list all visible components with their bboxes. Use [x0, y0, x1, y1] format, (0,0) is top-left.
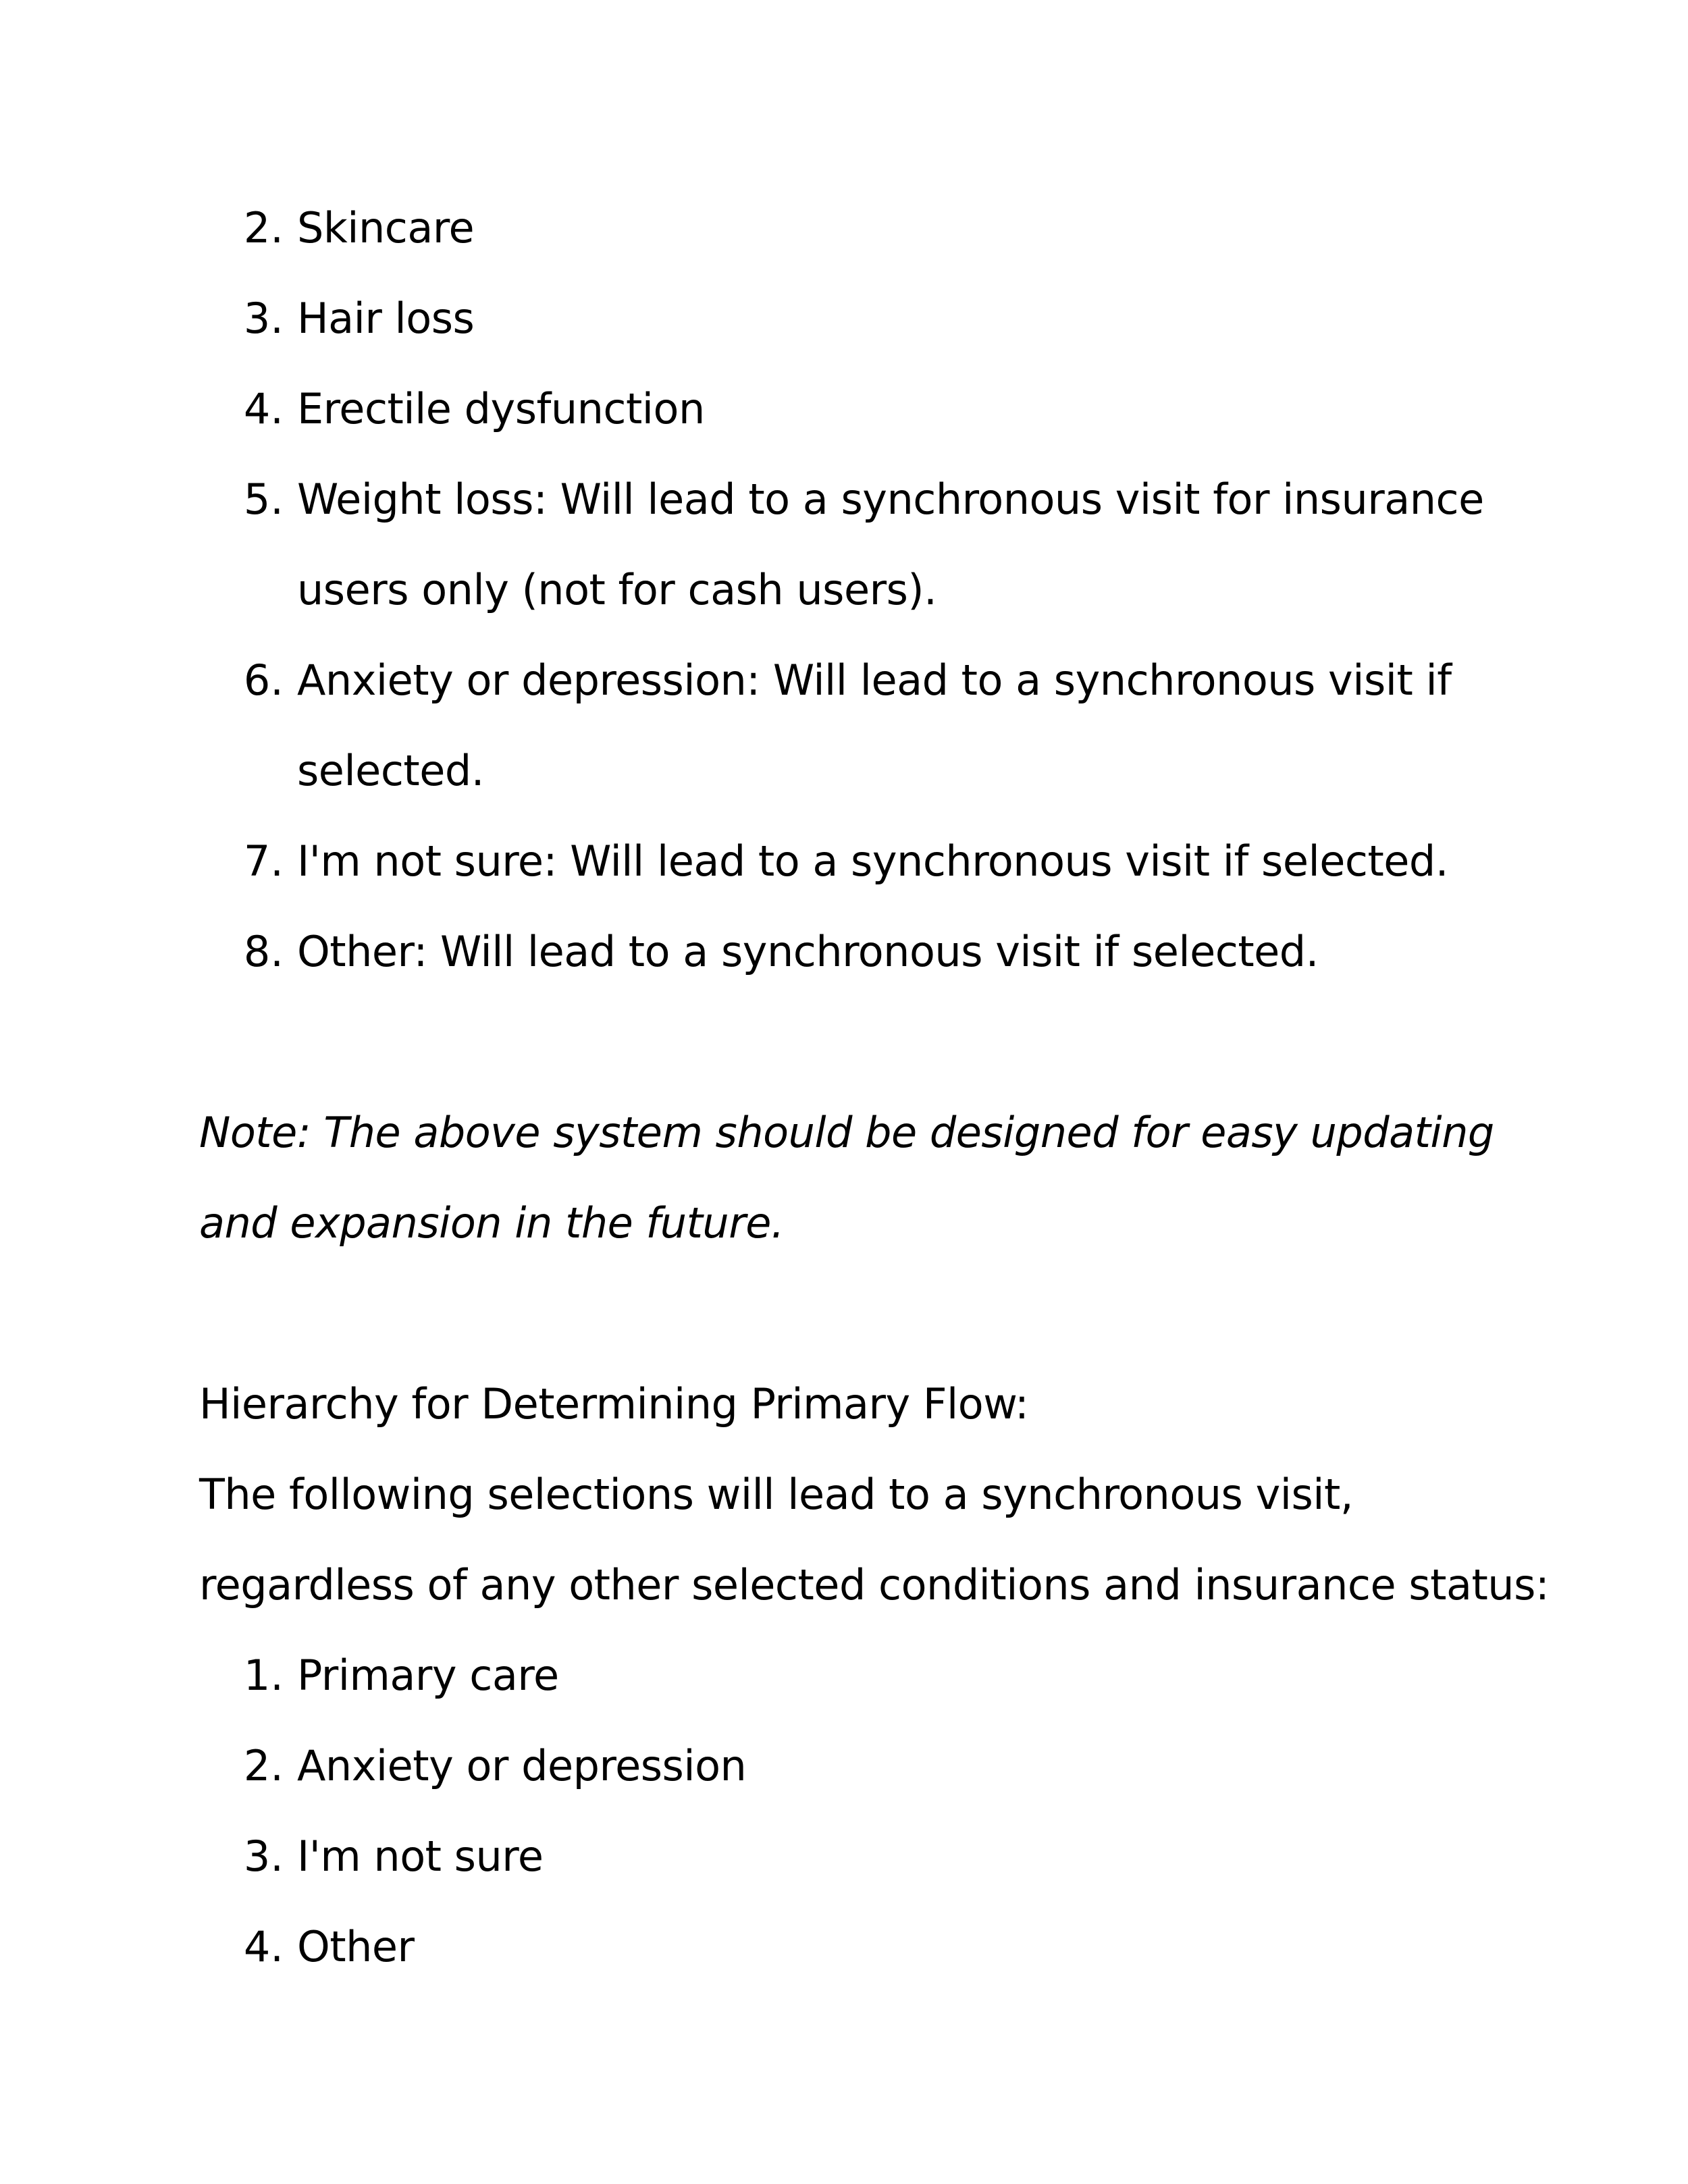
list-item-text-continued: users only (not for cash users). [297, 565, 937, 614]
list-item-text: Anxiety or depression: Will lead to a synchronous visit if [297, 656, 1452, 705]
note-line: Note: The above system should be designed for easy updating [199, 1108, 1494, 1157]
list-item-number: 2. [243, 1741, 284, 1790]
note-line: and expansion in the future. [199, 1198, 785, 1248]
list-item-number: 4. [243, 384, 284, 433]
list-item-number: 6. [243, 656, 284, 705]
list-item-number: 7. [243, 836, 284, 886]
list-item-text: Other: Will lead to a synchronous visit if selected. [297, 927, 1319, 976]
list-item-text: I'm not sure [297, 1832, 544, 1881]
list-item-number: 5. [243, 475, 284, 524]
list-item-text: Primary care [297, 1651, 559, 1700]
list-item-text: Hair loss [297, 294, 475, 343]
list-item-number: 8. [243, 927, 284, 976]
list-item-text: I'm not sure: Will lead to a synchronous visit if selected. [297, 836, 1448, 886]
list-item-text: Other [297, 1922, 415, 1971]
list-item-text-continued: selected. [297, 746, 484, 795]
list-item-number: 3. [243, 1832, 284, 1881]
list-item-text: Erectile dysfunction [297, 384, 705, 433]
list-item-text: Anxiety or depression [297, 1741, 747, 1790]
list-item-number: 3. [243, 294, 284, 343]
list-item-number: 1. [243, 1651, 284, 1700]
list-item-text: Weight loss: Will lead to a synchronous visit for insurance [297, 475, 1484, 524]
hierarchy-intro-line: The following selections will lead to a synchronous visit, [199, 1470, 1354, 1519]
hierarchy-intro-line: regardless of any other selected conditions and insurance status: [199, 1560, 1550, 1609]
list-item-text: Skincare [297, 203, 475, 252]
list-item-number: 4. [243, 1922, 284, 1971]
hierarchy-heading: Hierarchy for Determining Primary Flow: [199, 1379, 1029, 1429]
list-item-number: 2. [243, 203, 284, 252]
